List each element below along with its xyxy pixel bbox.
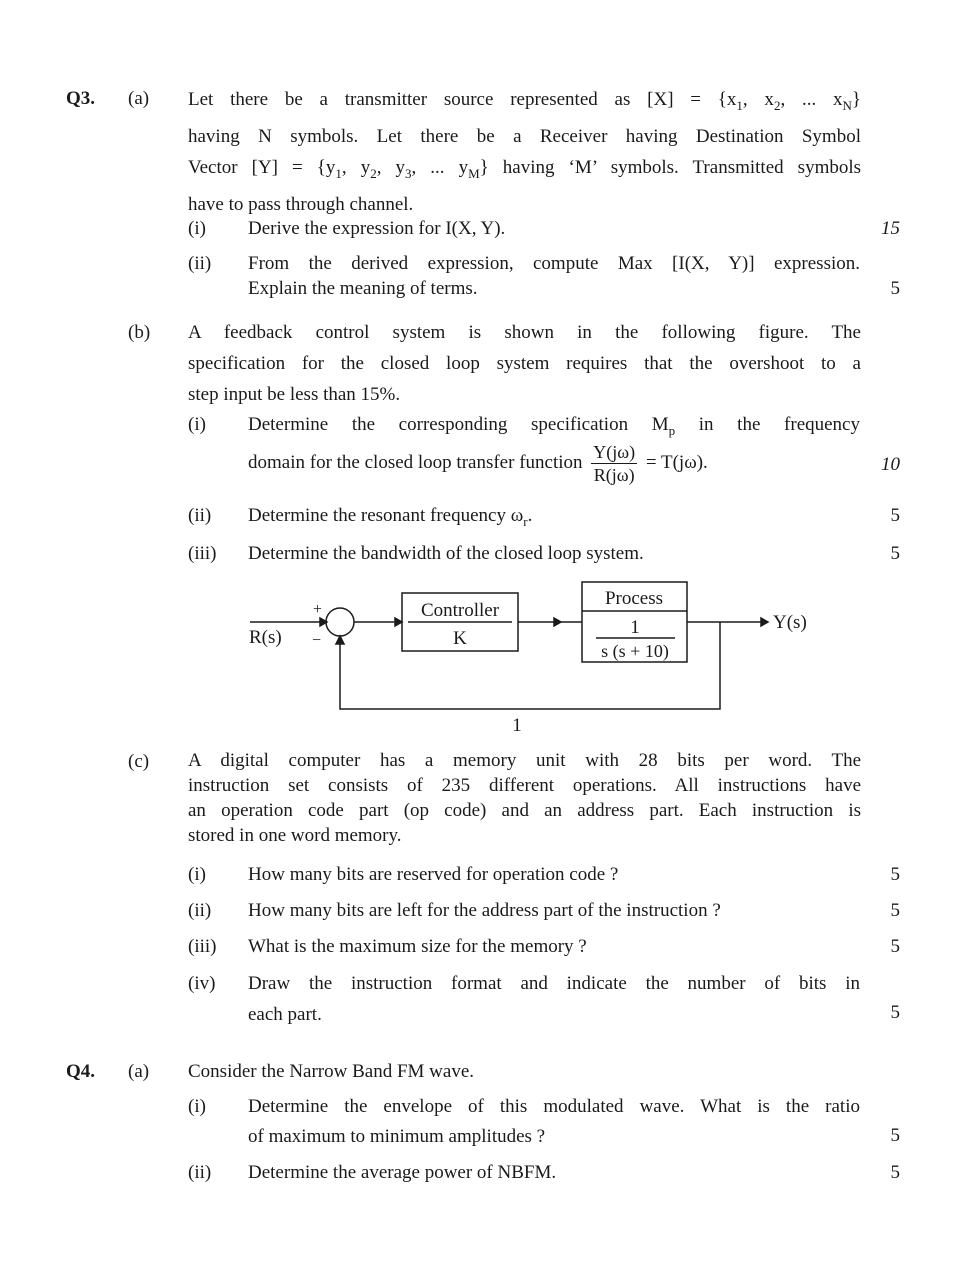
item-text: Derive the expression for I(X, Y).: [248, 218, 506, 239]
q3a-intro-line1: Let there be a transmitter source represented as $[X] = \{x_1$, $x_2$, ... $x_N$}: [188, 89, 862, 113]
fraction-denominator: R(jω): [593, 465, 635, 485]
part-label: (a): [128, 1061, 150, 1082]
marks: 5: [890, 278, 900, 299]
item-text: How many bits are reserved for operation code ?: [248, 864, 619, 885]
item-text: What is the maximum size for the memory ?: [248, 936, 587, 957]
minus-sign: −: [312, 632, 322, 649]
q3a-intro-line4: have to pass through channel.: [188, 193, 414, 215]
fraction-numerator: Y(jω): [593, 442, 636, 462]
q3b-intro-line1: A feedback control system is shown in the following figure. The: [188, 322, 861, 343]
item-label: (iii): [188, 543, 217, 564]
item-label: (i): [188, 864, 206, 885]
marks: 5: [890, 1125, 900, 1146]
item-text: Determine the resonant frequency $\omega_r$.: [248, 505, 533, 529]
arrow-head: [761, 618, 768, 626]
process-numerator: 1: [630, 617, 640, 638]
q3b-intro-line2: specification for the closed loop system requires that the overshoot to a: [188, 353, 861, 374]
marks: 5: [890, 1162, 900, 1183]
marks: 5: [890, 900, 900, 921]
item-label: (i): [188, 218, 206, 239]
q3b-intro-line3: step input be less than 15%.: [188, 384, 401, 405]
plus-sign: +: [313, 601, 323, 618]
item-label: (i): [188, 414, 206, 435]
marks: 10: [881, 454, 900, 475]
item-label: (iv): [188, 973, 216, 994]
item-label: (iii): [188, 936, 217, 957]
feedback-gain: 1: [512, 715, 522, 736]
q3c-intro-line1: A digital computer has a memory unit with 28 bits per word. The: [188, 750, 861, 771]
item-label: (ii): [188, 505, 212, 526]
text: domain for the closed loop transfer function: [248, 451, 583, 473]
q3c-intro-line2: instruction set consists of 235 different operations. All instructions have: [188, 775, 861, 796]
item-label: (i): [188, 1096, 206, 1117]
q3c-intro: [188, 748, 861, 848]
arrow-head: [395, 618, 402, 626]
text: Vector [Y] = {y: [188, 156, 336, 178]
item-text: Determine the corresponding specification $M_p$ in the frequency: [248, 414, 860, 438]
marks: 5: [890, 1002, 900, 1023]
marks: 5: [890, 864, 900, 885]
part-label: (c): [128, 751, 150, 772]
item-text: How many bits are left for the address part of the instruction ?: [248, 900, 721, 921]
input-label: R(s): [249, 627, 282, 648]
text: Let there be a transmitter source represented as [X] = {x: [188, 89, 737, 110]
item-text: From the derived expression, compute Max [I(X, Y)] expression.: [248, 253, 860, 274]
item-text: Draw the instruction format and indicate the number of bits in: [248, 973, 860, 994]
item-label: (ii): [188, 900, 212, 921]
text: } having ‘M’ symbols. Transmitted symbols: [479, 156, 862, 178]
q3a-intro-line2: having N symbols. Let there be a Receiver having Destination Symbol: [188, 125, 861, 147]
q3a-intro-line3: Vector $[Y] = \{y_1$, $y_2$, $y_3$, ... $y_M$} having ‘M’ symbols. Transmitted symbols: [188, 156, 862, 181]
marks: 5: [890, 543, 900, 564]
arrow-head: [336, 636, 344, 644]
process-denominator: s (s + 10): [601, 641, 669, 661]
item-text: Determine the average power of NBFM.: [248, 1162, 557, 1183]
item-text: Determine the bandwidth of the closed loop system.: [248, 543, 644, 564]
controller-title: Controller: [420, 600, 500, 621]
marks: 5: [890, 505, 900, 526]
process-title: Process: [604, 588, 664, 609]
item-text: each part.: [248, 1004, 322, 1025]
part-label: (b): [128, 322, 151, 343]
arrow-head: [554, 618, 561, 626]
item-text: Explain the meaning of terms.: [248, 278, 478, 299]
q3c-intro-line3: an operation code part (op code) and an address part. Each instruction is: [188, 800, 861, 821]
text: Determine the corresponding specification M: [248, 414, 669, 435]
text: = T(jω).: [645, 451, 708, 473]
output-label: Y(s): [773, 612, 807, 633]
controller-gain: K: [453, 628, 467, 649]
summing-junction: [326, 608, 354, 636]
question-number: Q4.: [66, 1061, 96, 1082]
item-label: (ii): [188, 1162, 212, 1183]
q4a-intro: Consider the Narrow Band FM wave.: [188, 1061, 475, 1082]
item-label: (ii): [188, 253, 212, 274]
text: in the frequency: [698, 414, 860, 435]
item-text: of maximum to minimum amplitudes ?: [248, 1126, 546, 1147]
part-label: (a): [128, 88, 150, 109]
text: Determine the resonant frequency ω: [248, 505, 524, 526]
marks: 15: [881, 218, 900, 239]
marks: 5: [890, 936, 900, 957]
q3c-intro-line4: stored in one word memory.: [188, 825, 402, 846]
feedback-path: [340, 622, 720, 709]
question-number: Q3.: [66, 88, 96, 109]
item-text: Determine the envelope of this modulated wave. What is the ratio: [248, 1096, 860, 1117]
